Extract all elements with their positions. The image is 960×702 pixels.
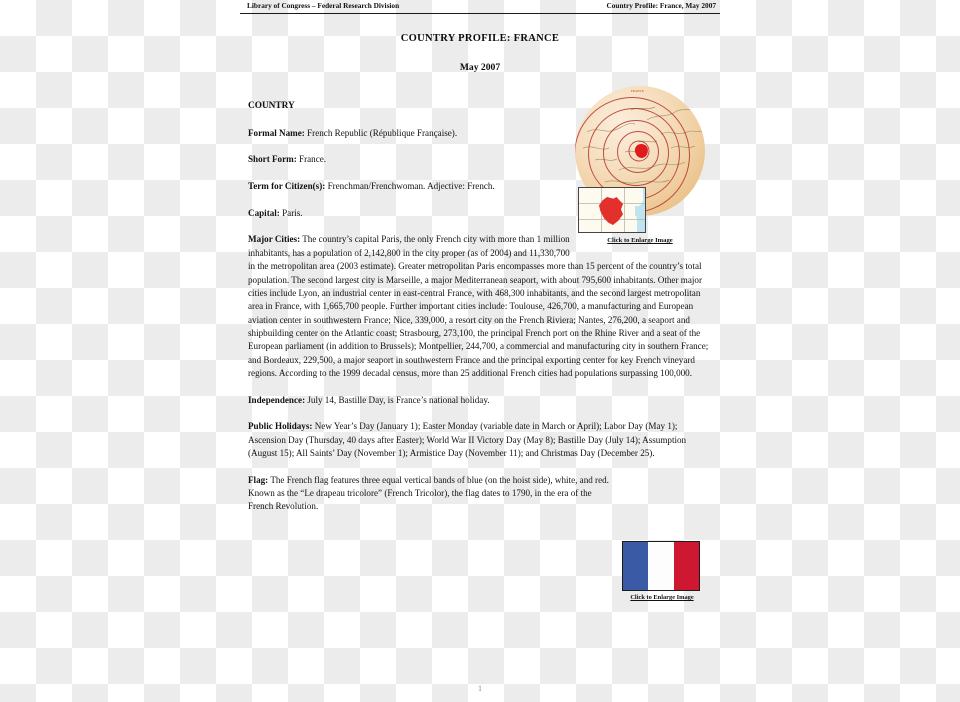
globe-enlarge-link[interactable]: Click to Enlarge Image <box>607 237 673 244</box>
field-independence-label: Independence: <box>248 394 306 405</box>
flag-image[interactable] <box>622 541 700 591</box>
field-major-cities-label: Major Cities: <box>248 234 301 245</box>
field-independence-value: July 14, Bastille Day, is France’s national holiday. <box>307 394 490 405</box>
field-term-for-citizens-value: Frenchman/Frenchwoman. Adjective: French. <box>327 181 495 191</box>
field-major-cities-value: The country’s capital Paris, the only French city with more than 1 million inhabitants, has a population of 2,142,800 in the city proper (as of 2004) and 11,330,700 in the metropolitan area (2003 estimate). Greater metropolitan Paris encompasses more than 15 percent of the country’s total population. The second largest city is Marseille, a major Mediterranean seaport, with about 795,600 inhabitants. Other major cities include Lyon, an industrial center in east-central France, with 468,300 inhabitants, and the second largest metropolitan area in France, with 1,665,700 people. Further important cities include: Toulouse, 426,700, a manufacturing and European aviation center in southwestern France; Nice, 339,000, a resort city on the French Riviera; Nantes, 276,200, a seaport and shipbuilding center on the Atlantic coast; Strasbourg, 273,100, the principal French port on the Rhine River and a seat of the European parliament (in addition to Brussels); Montpellier, 244,700, a commercial and manufacturing city in southern France; and Bordeaux, 229,500, a major seaport in southwestern France and the principal exporting center for key French vineyard regions. According to the 1999 decadal census, more than 25 additional French cities had populations surpassing 100,000. <box>248 234 709 378</box>
field-flag-value: The French flag features three equal vertical bands of blue (on the hoist side), white, and red. Known as the “Le drapeau tricolore” (French Tricolor), the flag dates to 1790, in the era of the French Revolution. <box>248 474 609 512</box>
field-term-for-citizens-label: Term for Citizen(s): <box>248 181 326 191</box>
field-independence <box>248 394 710 407</box>
header-right-text: Country Profile: France, May 2007 <box>606 1 716 10</box>
flag-figure-wrap-spacer <box>622 476 710 542</box>
inset-landmass-southeast <box>623 214 637 233</box>
page-number: 1 <box>478 684 482 693</box>
field-short-form-label: Short Form: <box>248 154 297 165</box>
flag-figure[interactable] <box>622 541 704 603</box>
field-short-form-value: France. <box>299 154 327 165</box>
field-public-holidays-value: New Year’s Day (January 1); Easter Monday (variable date in March or April); Labor Day (May 1); Ascension Day (Thursday, 40 days after Easter); World War II Victory Day (May 8); Bastille Day (July 14); Assumption (August 15); All Saints’ Day (November 1); Armistice Day (November 11); and Christmas Day (December 25). <box>248 421 687 459</box>
field-formal-name-value: French Republic (République Française). <box>307 127 458 138</box>
field-public-holidays <box>248 420 710 460</box>
globe-figure[interactable] <box>573 86 707 246</box>
page-title: COUNTRY PROFILE: FRANCE <box>400 33 560 44</box>
section-heading-country: COUNTRY <box>248 101 295 111</box>
globe-map-label: FRANCE <box>631 89 645 93</box>
flag-enlarge-link[interactable]: Click to Enlarge Image <box>630 594 694 601</box>
field-public-holidays-label: Public Holidays: <box>248 421 313 432</box>
flag-band-red <box>674 542 699 590</box>
running-header <box>240 0 720 14</box>
inset-map-image[interactable] <box>578 187 646 233</box>
inset-gridline-v2 <box>624 188 625 232</box>
field-flag-label: Flag: <box>248 474 269 485</box>
header-left-text: Library of Congress – Federal Research Division <box>247 1 400 10</box>
page-date: May 2007 <box>459 62 501 73</box>
flag-band-blue <box>623 542 648 590</box>
field-formal-name-label: Formal Name: <box>248 127 305 138</box>
flag-band-white <box>648 542 673 590</box>
field-capital-label: Capital: <box>248 207 280 218</box>
field-capital-value: Paris. <box>282 207 303 218</box>
